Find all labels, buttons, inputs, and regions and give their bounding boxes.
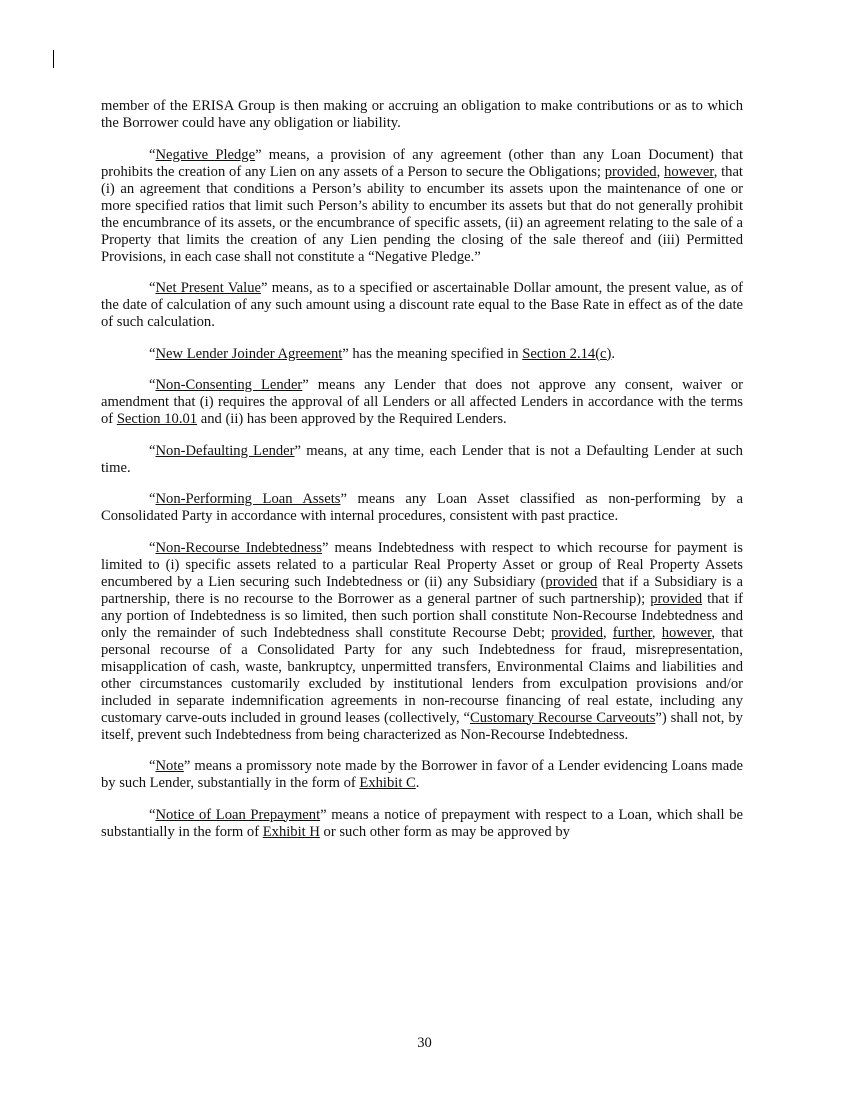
- underlined-proviso: however: [664, 163, 714, 180]
- definition-non-performing-loan-assets: “Non-Performing Loan Assets” means any Loan Asset classified as non-performing by a Consolidated Party in accordance with internal procedures, consistent with past practice.: [101, 491, 743, 524]
- page-number: 30: [417, 1035, 432, 1051]
- definition-negative-pledge: “Negative Pledge” means, a provision of any agreement (other than any Loan Document) that prohibits the creation of any Lien on any assets of a Person to secure the Obligations; provided, however, that (i) an agreement that conditions a Person’s ability to encumber its assets upon the maintenance of one or more specified ratios that limit such Person’s ability to encumber its assets but that do not generally prohibit the encumbrance of its assets, or the encumbrance of specific assets, (ii) an agreement relating to the sale of a Property that limits the creation of any Lien pending the closing of the sale thereof and (iii) Permitted Provisions, in each case shall not constitute a “Negative Pledge.”: [101, 146, 743, 265]
- defined-term: Net Present Value: [155, 280, 261, 296]
- definition-note: “Note” means a promissory note made by the Borrower in favor of a Lender evidencing Loans made by such Lender, substantially in the form of Exhibit C.: [101, 758, 743, 791]
- definition-non-recourse-indebtedness: “Non-Recourse Indebtedness” means Indebtedness with respect to which recourse for payment is limited to (i) specific assets related to a particular Real Property Asset or group of Real Property Assets encumbered by a Lien securing such Indebtedness or (ii) any Subsidiary (provided that if a Subsidiary is a partnership, there is no recourse to the Borrower as a general partner of such partnership); provided that if any portion of Indebtedness is so limited, then such portion shall constitute Non-Recourse Indebtedness and only the remainder of such Indebtedness shall constitute Recourse Debt; provided, further, however, that personal recourse of a Consolidated Party for any such Indebtedness for fraud, misrepresentation, misapplication of cash, waste, bankruptcy, unpermitted transfers, Environmental Claims and liabilities and other circumstances customarily excluded by institutional lenders from exculpation provisions and/or included in separate indemnification agreements in non-recourse financing of real estate, including any customary carve-outs included in ground leases (collectively, “Customary Recourse Carveouts”) shall not, by itself, prevent such Indebtedness from being characterized as Non-Recourse Indebtedness.: [101, 539, 744, 743]
- underlined-proviso: however: [661, 624, 712, 641]
- revision-bar: [53, 50, 54, 68]
- defined-term: Non-Consenting Lender: [155, 377, 303, 393]
- defined-term: Non-Defaulting Lender: [155, 442, 295, 459]
- underlined-proviso: further: [612, 624, 652, 641]
- underlined-proviso: provided: [604, 163, 657, 180]
- defined-term: New Lender Joinder Agreement: [155, 345, 343, 362]
- paragraph-erisa-continuation: member of the ERISA Group is then making or accruing an obligation to make contributions or as to which the Borrower could have any obligation or liability.: [101, 98, 743, 131]
- defined-term-inline: Customary Recourse Carveouts: [470, 709, 656, 726]
- underlined-proviso: provided: [650, 590, 703, 607]
- defined-term: Negative Pledge: [155, 146, 256, 163]
- defined-term: Non-Recourse Indebtedness: [155, 539, 322, 556]
- definition-non-defaulting-lender: “Non-Defaulting Lender” means, at any time, each Lender that is not a Defaulting Lender at such time.: [101, 442, 743, 476]
- cross-reference: Exhibit C: [359, 775, 416, 791]
- defined-term: Non-Performing Loan Assets: [155, 491, 341, 507]
- definition-non-consenting-lender: “Non-Consenting Lender” means any Lender that does not approve any consent, waiver or amendment that (i) requires the approval of all Lenders or all affected Lenders in accordance with the terms of Section 10.01 and (ii) has been approved by the Required Lenders.: [101, 377, 743, 427]
- underlined-proviso: provided: [545, 573, 598, 590]
- underlined-proviso: provided: [551, 624, 604, 641]
- definition-notice-of-loan-prepayment: “Notice of Loan Prepayment” means a notice of prepayment with respect to a Loan, which shall be substantially in the form of Exhibit H or such other form as may be approved by: [101, 806, 743, 840]
- defined-term: Notice of Loan Prepayment: [155, 806, 321, 823]
- cross-reference: Section 2.14(c): [522, 345, 612, 362]
- page-body: [101, 98, 743, 855]
- definition-net-present-value: “Net Present Value” means, as to a specified or ascertainable Dollar amount, the present value, as of the date of calculation of any such amount using a discount rate equal to the Base Rate in effect as of the date of such calculation.: [101, 280, 743, 330]
- cross-reference: Section 10.01: [116, 411, 198, 427]
- definition-new-lender-joinder-agreement: “New Lender Joinder Agreement” has the meaning specified in Section 2.14(c).: [149, 345, 616, 362]
- cross-reference: Exhibit H: [262, 823, 320, 840]
- defined-term: Note: [155, 758, 184, 774]
